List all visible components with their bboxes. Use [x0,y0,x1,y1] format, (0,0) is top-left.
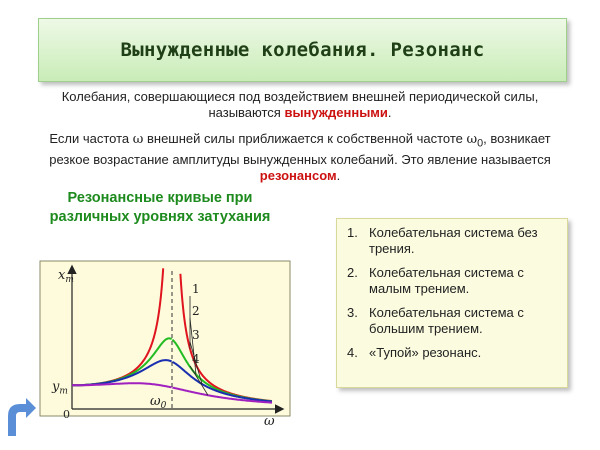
title-banner [38,18,567,82]
list-item: 4. «Тупой» резонанс. [347,345,482,360]
resonance-chart [0,255,310,440]
curve-label-1: 1 [192,282,200,296]
origin-label: 0 [63,408,70,421]
curve-label-3: 3 [192,328,200,342]
definition-resonance: Если частота ω внешней силы приближается к собственной частоте $\omega_0$, возникает резкое возрастание амплитуды вынужденных колебаний. Это явление называется резонансом. [49,131,551,183]
x-axis-label: ω [264,414,275,429]
page-title: Вынужденные колебания. Резонанс [120,39,485,61]
list-item: 3. Колебательная система с большим трением. [347,305,524,336]
static-amplitude-label: $y_m$ [52,379,68,397]
cases-list-box [336,218,568,388]
chart-background [40,261,290,416]
list-item: 2. Колебательная система с малым трением. [347,265,524,296]
resonance-chart-svg [0,255,310,440]
term-resonance: резонансом [259,167,337,183]
definition-forced-text: Колебания, совершающиеся под воздействием внешней периодической силы, называются [61,89,539,120]
term-forced: вынужденными [284,105,388,120]
back-arrow-icon[interactable] [2,398,38,438]
omega0-label: $\omega_0$ [150,394,167,411]
chart-title: Резонансные кривые при различных уровнях затухания [49,190,271,225]
definition-forced: Колебания, совершающиеся под воздействием внешней периодической силы, называются вынужденными. [61,89,539,120]
cases-list [347,225,557,361]
curve-label-4: 4 [192,352,200,366]
list-item: 1. Колебательная система без трения. [347,225,538,256]
y-axis-label: $x_m$ [58,268,74,285]
curve-label-2: 2 [192,304,200,318]
omega0-symbol: ω [466,132,478,147]
omega-symbol: ω [132,132,144,147]
